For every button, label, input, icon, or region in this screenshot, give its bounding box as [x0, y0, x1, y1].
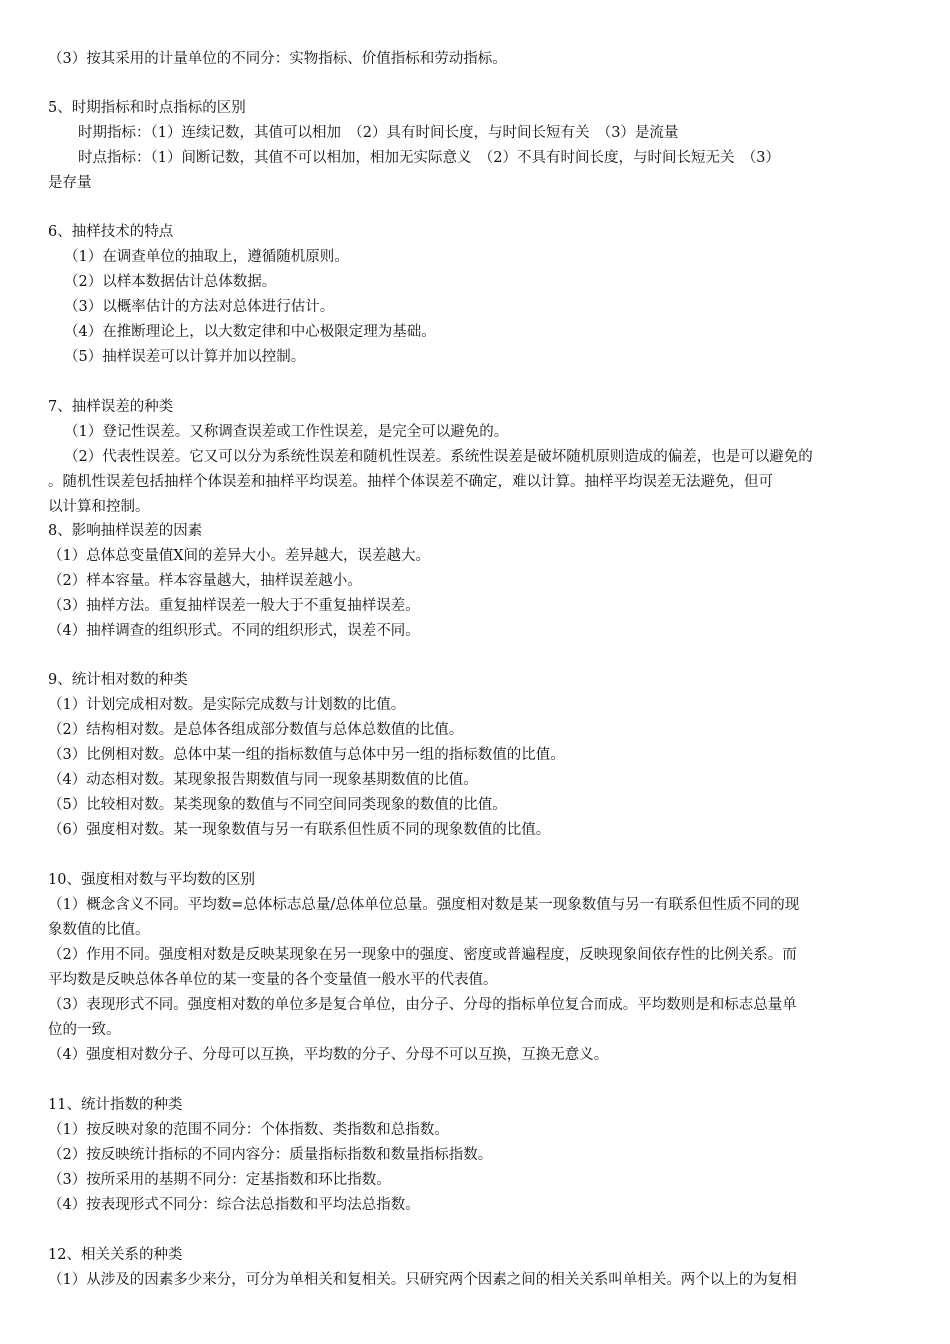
- text-line: （3）按其采用的计量单位的不同分：实物指标、价值指标和劳动指标。: [48, 51, 507, 67]
- list-item: （2）结构相对数。是总体各组成部分数值与总体总数值的比值。: [48, 722, 464, 738]
- section-heading: 10、强度相对数与平均数的区别: [48, 872, 255, 888]
- list-item: （4）强度相对数分子、分母可以互换，平均数的分子、分母不可以互换，互换无意义。: [48, 1047, 609, 1063]
- list-item: （2）按反映统计指标的不同内容分：质量指标指数和数量指标指数。: [48, 1147, 493, 1163]
- list-item: （1）在调查单位的抽取上，遵循随机原则。: [64, 249, 349, 265]
- text-line: 。随机性误差包括抽样个体误差和抽样平均误差。抽样个体误差不确定，难以计算。抽样平均误差无法避免，但可: [48, 474, 773, 490]
- list-item: （2）样本容量。样本容量越大，抽样误差越小。: [48, 573, 362, 589]
- list-item: （4）抽样调查的组织形式。不同的组织形式，误差不同。: [48, 623, 420, 639]
- list-item: （3）以概率估计的方法对总体进行估计。: [64, 299, 335, 315]
- section-heading: 9、统计相对数的种类: [48, 672, 188, 688]
- list-item: （5）抽样误差可以计算并加以控制。: [64, 349, 306, 365]
- list-item: （3）抽样方法。重复抽样误差一般大于不重复抽样误差。: [48, 598, 420, 614]
- text-line: 位的一致。: [48, 1022, 121, 1038]
- list-item: （2）以样本数据估计总体数据。: [64, 274, 277, 290]
- list-item: （3）比例相对数。总体中某一组的指标数值与总体中另一组的指标数值的比值。: [48, 747, 565, 763]
- list-item: （3）表现形式不同。强度相对数的单位多是复合单位，由分子、分母的指标单位复合而成。平均数则是和标志总量单: [48, 997, 797, 1013]
- list-item: （4）按表现形式不同分：综合法总指数和平均法总指数。: [48, 1197, 420, 1213]
- list-item: （1）概念含义不同。平均数=总体标志总量/总体单位总量。强度相对数是某一现象数值与另一有联系但性质不同的现: [48, 897, 800, 913]
- text-line: 以计算和控制。: [48, 499, 150, 515]
- list-item: （2）作用不同。强度相对数是反映某现象在另一现象中的强度、密度或普遍程度，反映现象间依存性的比例关系。而: [48, 947, 797, 963]
- text-line: 平均数是反映总体各单位的某一变量的各个变量值一般水平的代表值。: [48, 972, 498, 988]
- list-item: （1）登记性误差。又称调查误差或工作性误差，是完全可以避免的。: [64, 424, 509, 440]
- text-line: 象数值的比值。: [48, 922, 150, 938]
- section-heading: 7、抽样误差的种类: [48, 399, 174, 415]
- list-item: （1）计划完成相对数。是实际完成数与计划数的比值。: [48, 697, 406, 713]
- list-item: （1）按反映对象的范围不同分：个体指数、类指数和总指数。: [48, 1122, 449, 1138]
- list-item: （4）动态相对数。某现象报告期数值与同一现象基期数值的比值。: [48, 772, 478, 788]
- list-item: （3）按所采用的基期不同分：定基指数和环比指数。: [48, 1172, 391, 1188]
- text-line: 时期指标：（1）连续记数，其值可以相加 （2）具有时间长度，与时间长短有关 （3）是流量: [78, 125, 679, 141]
- list-item: （5）比较相对数。某类现象的数值与不同空间同类现象的数值的比值。: [48, 797, 507, 813]
- list-item: （2）代表性误差。它又可以分为系统性误差和随机性误差。系统性误差是破坏随机原则造成的偏差，也是可以避免的: [64, 449, 813, 465]
- section-heading: 5、时期指标和时点指标的区别: [48, 100, 246, 116]
- section-heading: 8、影响抽样误差的因素: [48, 523, 203, 539]
- list-item: （4）在推断理论上，以大数定律和中心极限定理为基础。: [64, 324, 436, 340]
- list-item: （6）强度相对数。某一现象数值与另一有联系但性质不同的现象数值的比值。: [48, 822, 551, 838]
- list-item: （1）从涉及的因素多少来分，可分为单相关和复相关。只研究两个因素之间的相关关系叫单相关。两个以上的为复相: [48, 1272, 797, 1288]
- list-item: （1）总体总变量值X间的差异大小。差异越大，误差越大。: [48, 548, 431, 564]
- section-heading: 11、统计指数的种类: [48, 1097, 183, 1113]
- text-line: 时点指标：（1）间断记数，其值不可以相加，相加无实际意义 （2）不具有时间长度，与时间长短无关 （3）: [78, 150, 780, 166]
- text-line: 是存量: [48, 175, 92, 191]
- section-heading: 12、相关关系的种类: [48, 1247, 183, 1263]
- section-heading: 6、抽样技术的特点: [48, 224, 174, 240]
